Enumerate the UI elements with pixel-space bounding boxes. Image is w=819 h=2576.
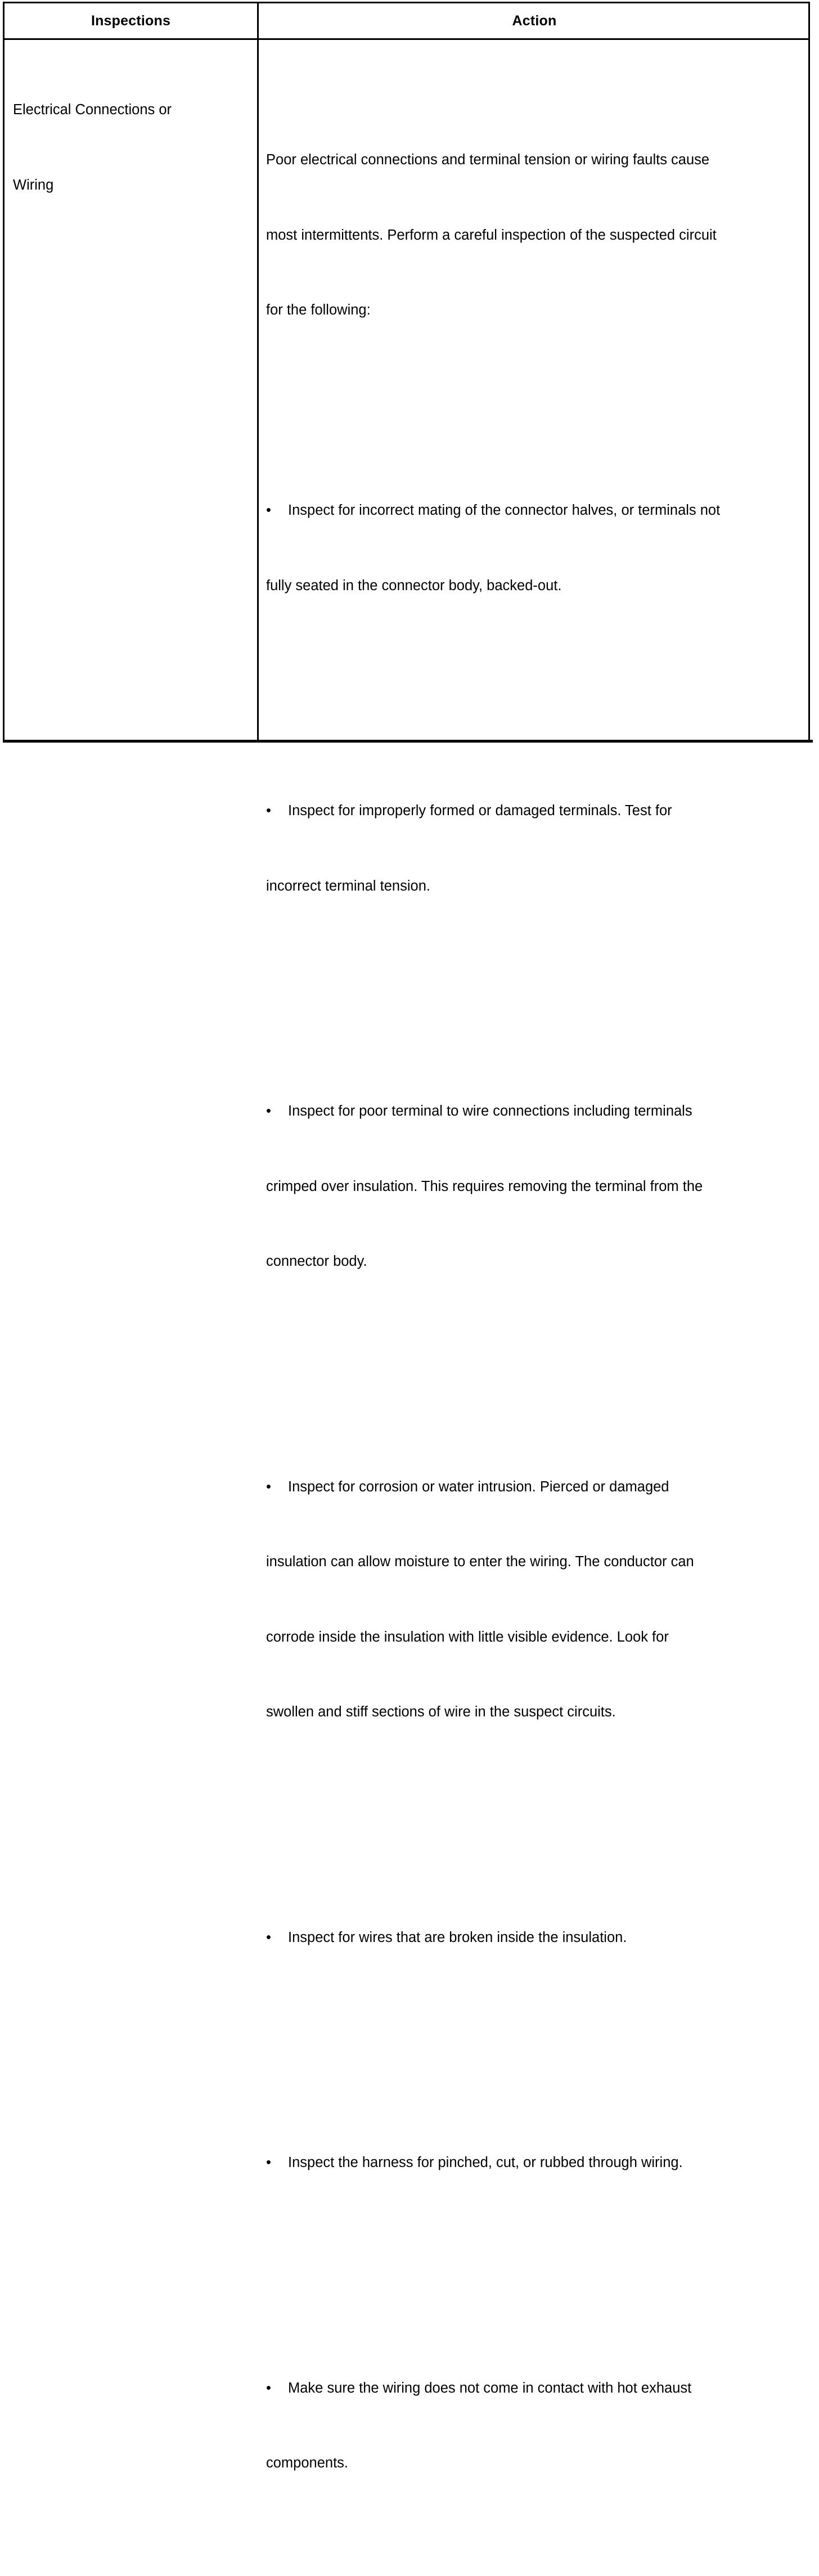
bullet-item — [266, 1875, 772, 2000]
header-divider — [4, 38, 808, 40]
bullet-text: Inspect for improperly formed or damaged terminals. Test for — [288, 803, 672, 819]
bullet-icon: • — [266, 1478, 271, 1495]
inspection-cell — [13, 47, 249, 248]
bullet-text: components. — [266, 2455, 349, 2471]
bullet-item — [266, 748, 772, 948]
bullet-text: swollen and stiff sections of wire in the suspect circuits. — [266, 1704, 616, 1720]
bullet-text: corrode inside the insulation with little visible evidence. Look for — [266, 1629, 669, 1645]
column-divider — [257, 3, 259, 740]
bullet-icon: • — [266, 1103, 271, 1119]
bullet-item — [266, 1424, 772, 1775]
header-inspections: Inspections — [91, 12, 171, 29]
bullet-icon: • — [266, 2380, 271, 2396]
bullet-icon: • — [266, 1929, 271, 1945]
bullet-text: connector body. — [266, 1253, 367, 1269]
bullet-text: fully seated in the connector body, backed-out. — [266, 577, 562, 594]
bullet-icon: • — [266, 2155, 271, 2170]
bullet-item — [266, 448, 772, 648]
inspection-line: Wiring — [13, 177, 54, 193]
bullet-text: incorrect terminal tension. — [266, 878, 430, 894]
bullet-text: crimped over insulation. This requires removing the terminal from the — [266, 1178, 703, 1194]
bullet-text: Inspect for incorrect mating of the connector halves, or terminals not — [288, 502, 721, 518]
bullet-item — [266, 2326, 772, 2526]
bullet-item — [266, 1049, 772, 1324]
bullet-text: Inspect the harness for pinched, cut, or rubbed through wiring. — [288, 2155, 683, 2170]
bullet-text: insulation can allow moisture to enter the wiring. The conductor can — [266, 1554, 694, 1570]
bullet-icon: • — [266, 803, 271, 819]
intro-line: Poor electrical connections and terminal tension or wiring faults cause — [266, 152, 710, 168]
bullet-text: Make sure the wiring does not come in contact with hot exhaust — [288, 2380, 692, 2396]
bullet-text: Inspect for wires that are broken inside the insulation. — [288, 1929, 627, 1945]
intro-line: most intermittents. Perform a careful inspection of the suspected circuit — [266, 227, 717, 243]
inspection-line: Electrical Connections or — [13, 102, 172, 118]
bullet-icon: • — [266, 502, 271, 518]
inspection-table — [3, 2, 810, 2471]
bullet-text: Inspect for corrosion or water intrusion. Pierced or damaged — [288, 1478, 669, 1495]
action-cell — [266, 47, 772, 2576]
header-action: Action — [512, 12, 557, 29]
bullet-text: Inspect for poor terminal to wire connections including terminals — [288, 1103, 692, 1119]
action-intro — [266, 97, 772, 373]
intro-line: for the following: — [266, 302, 371, 318]
bullet-item — [266, 2100, 772, 2226]
table-bottom-border-extension — [808, 740, 813, 743]
